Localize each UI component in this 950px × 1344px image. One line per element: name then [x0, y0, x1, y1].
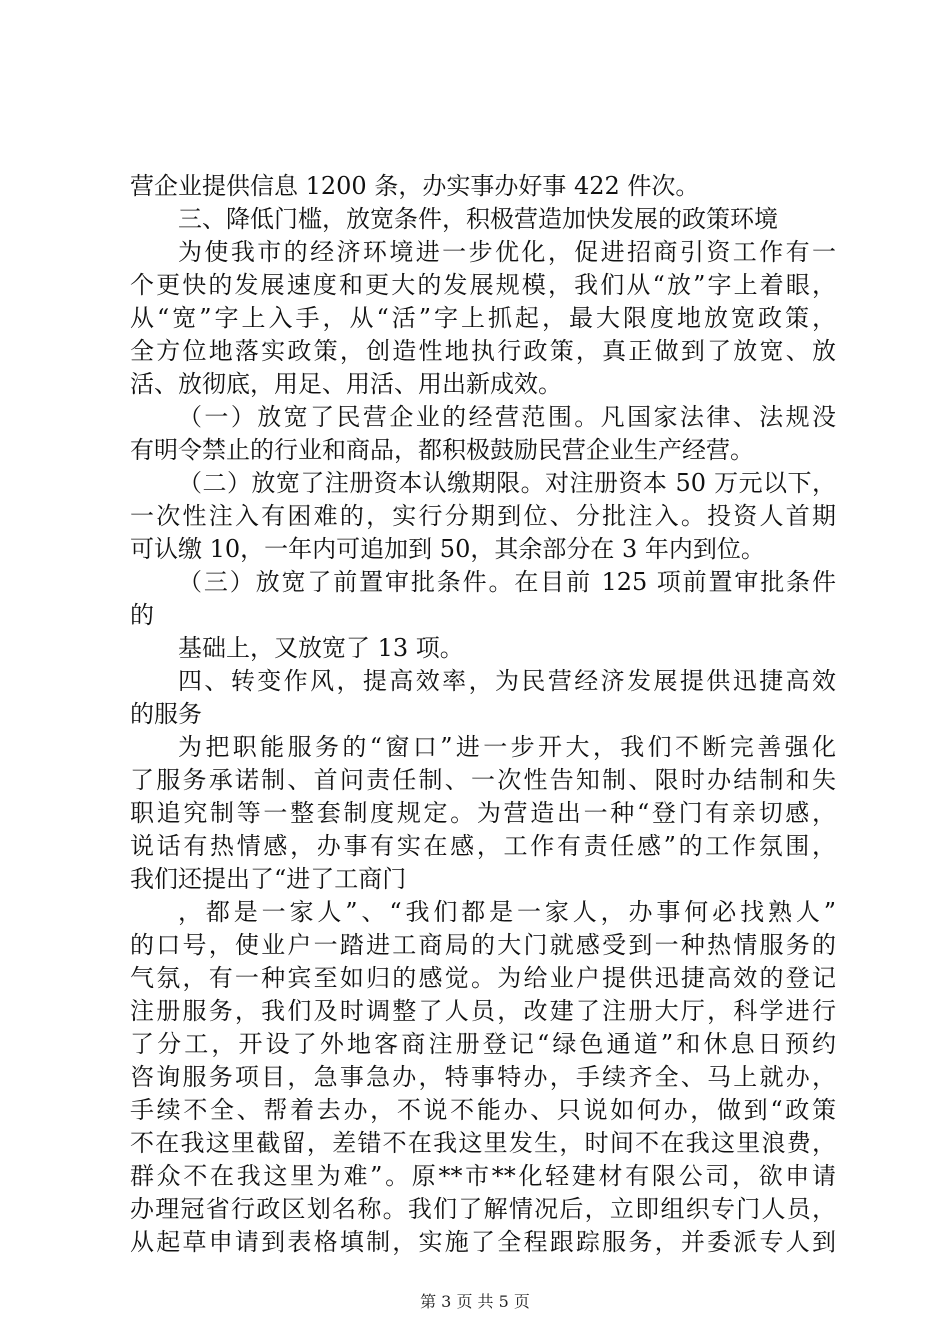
text-line: 四、转变作风，提高效率，为民营经济发展提供迅捷高效: [178, 667, 836, 695]
text-line: 气氛，有一种宾至如归的感觉。为给业户提供迅捷高效的登记: [130, 964, 836, 992]
text-line: 群众不在我这里为难”。原**市**化轻建材有限公司，欲申请: [130, 1162, 836, 1190]
text-line: 的: [130, 601, 154, 629]
text-line: 活、放彻底，用足、用活、用出新成效。: [130, 370, 562, 398]
page-footer: 第 3 页 共 5 页: [420, 1292, 530, 1311]
text-line: 了服务承诺制、首问责任制、一次性告知制、限时办结制和失: [130, 766, 836, 794]
text-line: 全方位地落实政策，创造性地执行政策，真正做到了放宽、放: [130, 337, 836, 365]
text-line: 一次性注入有困难的，实行分期到位、分批注入。投资人首期: [130, 502, 836, 530]
text-line: 不在我这里截留，差错不在我这里发生，时间不在我这里浪费，: [130, 1129, 836, 1157]
text-line: 营企业提供信息 1200 条，办实事办好事 422 件次。: [130, 172, 700, 200]
text-line: 从“宽”字上入手，从“活”字上抓起，最大限度地放宽政策，: [130, 304, 836, 332]
text-line: 为把职能服务的“窗口”进一步开大，我们不断完善强化: [178, 733, 836, 761]
text-line: 了分工，开设了外地客商注册登记“绿色通道”和休息日预约: [130, 1030, 836, 1058]
text-line: 为使我市的经济环境进一步优化，促进招商引资工作有一: [178, 238, 836, 266]
text-line: 的口号，使业户一踏进工商局的大门就感受到一种热情服务的: [130, 931, 836, 959]
text-line: 说话有热情感，办事有实在感，工作有责任感”的工作氛围，: [130, 832, 836, 860]
document-body: [130, 170, 836, 1259]
text-line: （三）放宽了前置审批条件。在目前 125 项前置审批条件: [178, 568, 836, 596]
text-line: 咨询服务项目，急事急办，特事特办，手续齐全、马上就办，: [130, 1063, 836, 1091]
text-line: 手续不全、帮着去办，不说不能办、只说如何办，做到“政策: [130, 1096, 836, 1124]
text-line: 从起草申请到表格填制，实施了全程跟踪服务，并委派专人到: [130, 1228, 836, 1256]
text-line: 职追究制等一整套制度规定。为营造出一种“登门有亲切感，: [130, 799, 836, 827]
text-line: ，都是一家人”、“我们都是一家人，办事何必找熟人”: [178, 898, 836, 926]
text-line: 有明令禁止的行业和商品，都积极鼓励民营企业生产经营。: [130, 436, 754, 464]
text-line: 个更快的发展速度和更大的发展规模，我们从“放”字上着眼，: [130, 271, 836, 299]
text-line: （二）放宽了注册资本认缴期限。对注册资本 50 万元以下，: [178, 469, 836, 497]
text-line: 注册服务，我们及时调整了人员，改建了注册大厅，科学进行: [130, 997, 836, 1025]
text-line: 的服务: [130, 700, 202, 728]
text-line: 可认缴 10，一年内可追加到 50，其余部分在 3 年内到位。: [130, 535, 765, 563]
text-line: 基础上，又放宽了 13 项。: [178, 634, 464, 662]
text-line: （一）放宽了民营企业的经营范围。凡国家法律、法规没: [178, 403, 836, 431]
text-line: 办理冠省行政区划名称。我们了解情况后，立即组织专门人员，: [130, 1195, 836, 1223]
text-line: 三、降低门槛，放宽条件，积极营造加快发展的政策环境: [178, 205, 778, 233]
text-line: 我们还提出了“进了工商门: [130, 865, 407, 893]
